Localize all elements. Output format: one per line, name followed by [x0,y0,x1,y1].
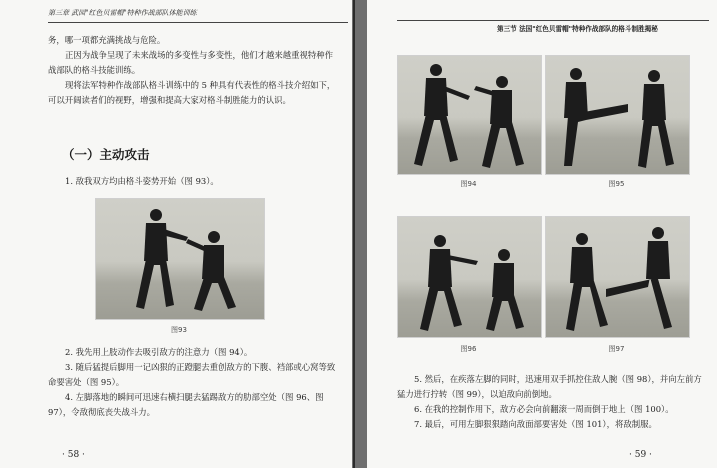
figure-95-caption: 图95 [608,180,625,188]
page-number-right: · 59 · [629,450,652,460]
paragraph-2: 现将法军特种作战部队格斗训练中的 5 种具有代表性的格斗技介绍如下，可以开阔读者们的视野，增强和提高大家对格斗制胜能力的认识。 [48,80,336,105]
section-title: （一）主动攻击 [62,147,150,162]
step-4: 4. 左脚落地的瞬间可迅速右横扫腿去猛踢敌方的肋部空处（图 96、图 97），令敌彻底丧失战斗力。 [48,392,324,417]
page-number-left: · 58 · [62,450,85,460]
figure-94-caption: 图94 [460,180,477,188]
continuation-line: 务，哪一项都充满挑战与危险。 [48,35,166,45]
fighters-image-95 [546,56,689,174]
step-1: 1. 敌我双方均由格斗姿势开始（图 93）。 [65,176,219,186]
step-5: 5. 然后，在疾落左脚的同时，迅速用双手抓控住敌人腕（图 98），并向左前方猛力进行拧转（图 99），以迫敌向前倒地。 [397,374,702,399]
running-head-left: 第三章 武园"红色贝雷帽"特种作战部队体能训练 [48,9,197,17]
gutter-divider [353,0,355,468]
figure-95-photo [545,55,690,175]
header-rule-left [48,22,348,23]
right-steps-5-7 [397,372,707,432]
figure-94 [397,55,542,190]
fighters-image-96 [398,217,541,337]
figure-96-photo [397,216,542,338]
figure-96-caption: 图96 [460,345,477,353]
running-head-right: 第三节 法国"红色贝雷帽"特种作战部队的格斗制胜揭秘 [497,25,658,33]
fighters-image-97 [546,217,689,337]
figure-93-photo [95,198,265,320]
step-6: 6. 在我的控制作用下，敌方必会向前翻滚一周而倒于地上（图 100）。 [414,404,674,414]
figure-97-photo [545,216,690,338]
left-steps-2-4 [48,345,342,420]
left-page [0,0,352,468]
fighters-image-94 [398,56,541,174]
left-step-1 [48,174,338,189]
figure-95 [545,55,690,190]
two-fighters-image [96,199,264,319]
figure-93 [95,198,265,343]
header-rule-right [397,20,709,21]
paragraph-1: 正因为战争呈现了未来战场的多变性与多变性，他们才越来越重视特种作战部队的格斗技能训练。 [48,50,333,75]
figure-97 [545,216,690,356]
left-intro-text [48,33,338,108]
step-7: 7. 最后，可用左脚狠狠踏向敌面部要害处（图 101），将敌制服。 [414,419,657,429]
figure-93-caption: 图93 [171,326,187,334]
figure-94-photo [397,55,542,175]
right-page [367,0,717,468]
step-2: 2. 我先用上肢动作去吸引敌方的注意力（图 94）。 [65,347,253,357]
figure-97-caption: 图97 [608,345,625,353]
figure-96 [397,216,542,356]
step-3: 3. 随后猛提后脚用一记凶狠的正蹬腿去重创敌方的下腹、裆部或心窝等致命要害处（图 95）。 [48,362,336,387]
